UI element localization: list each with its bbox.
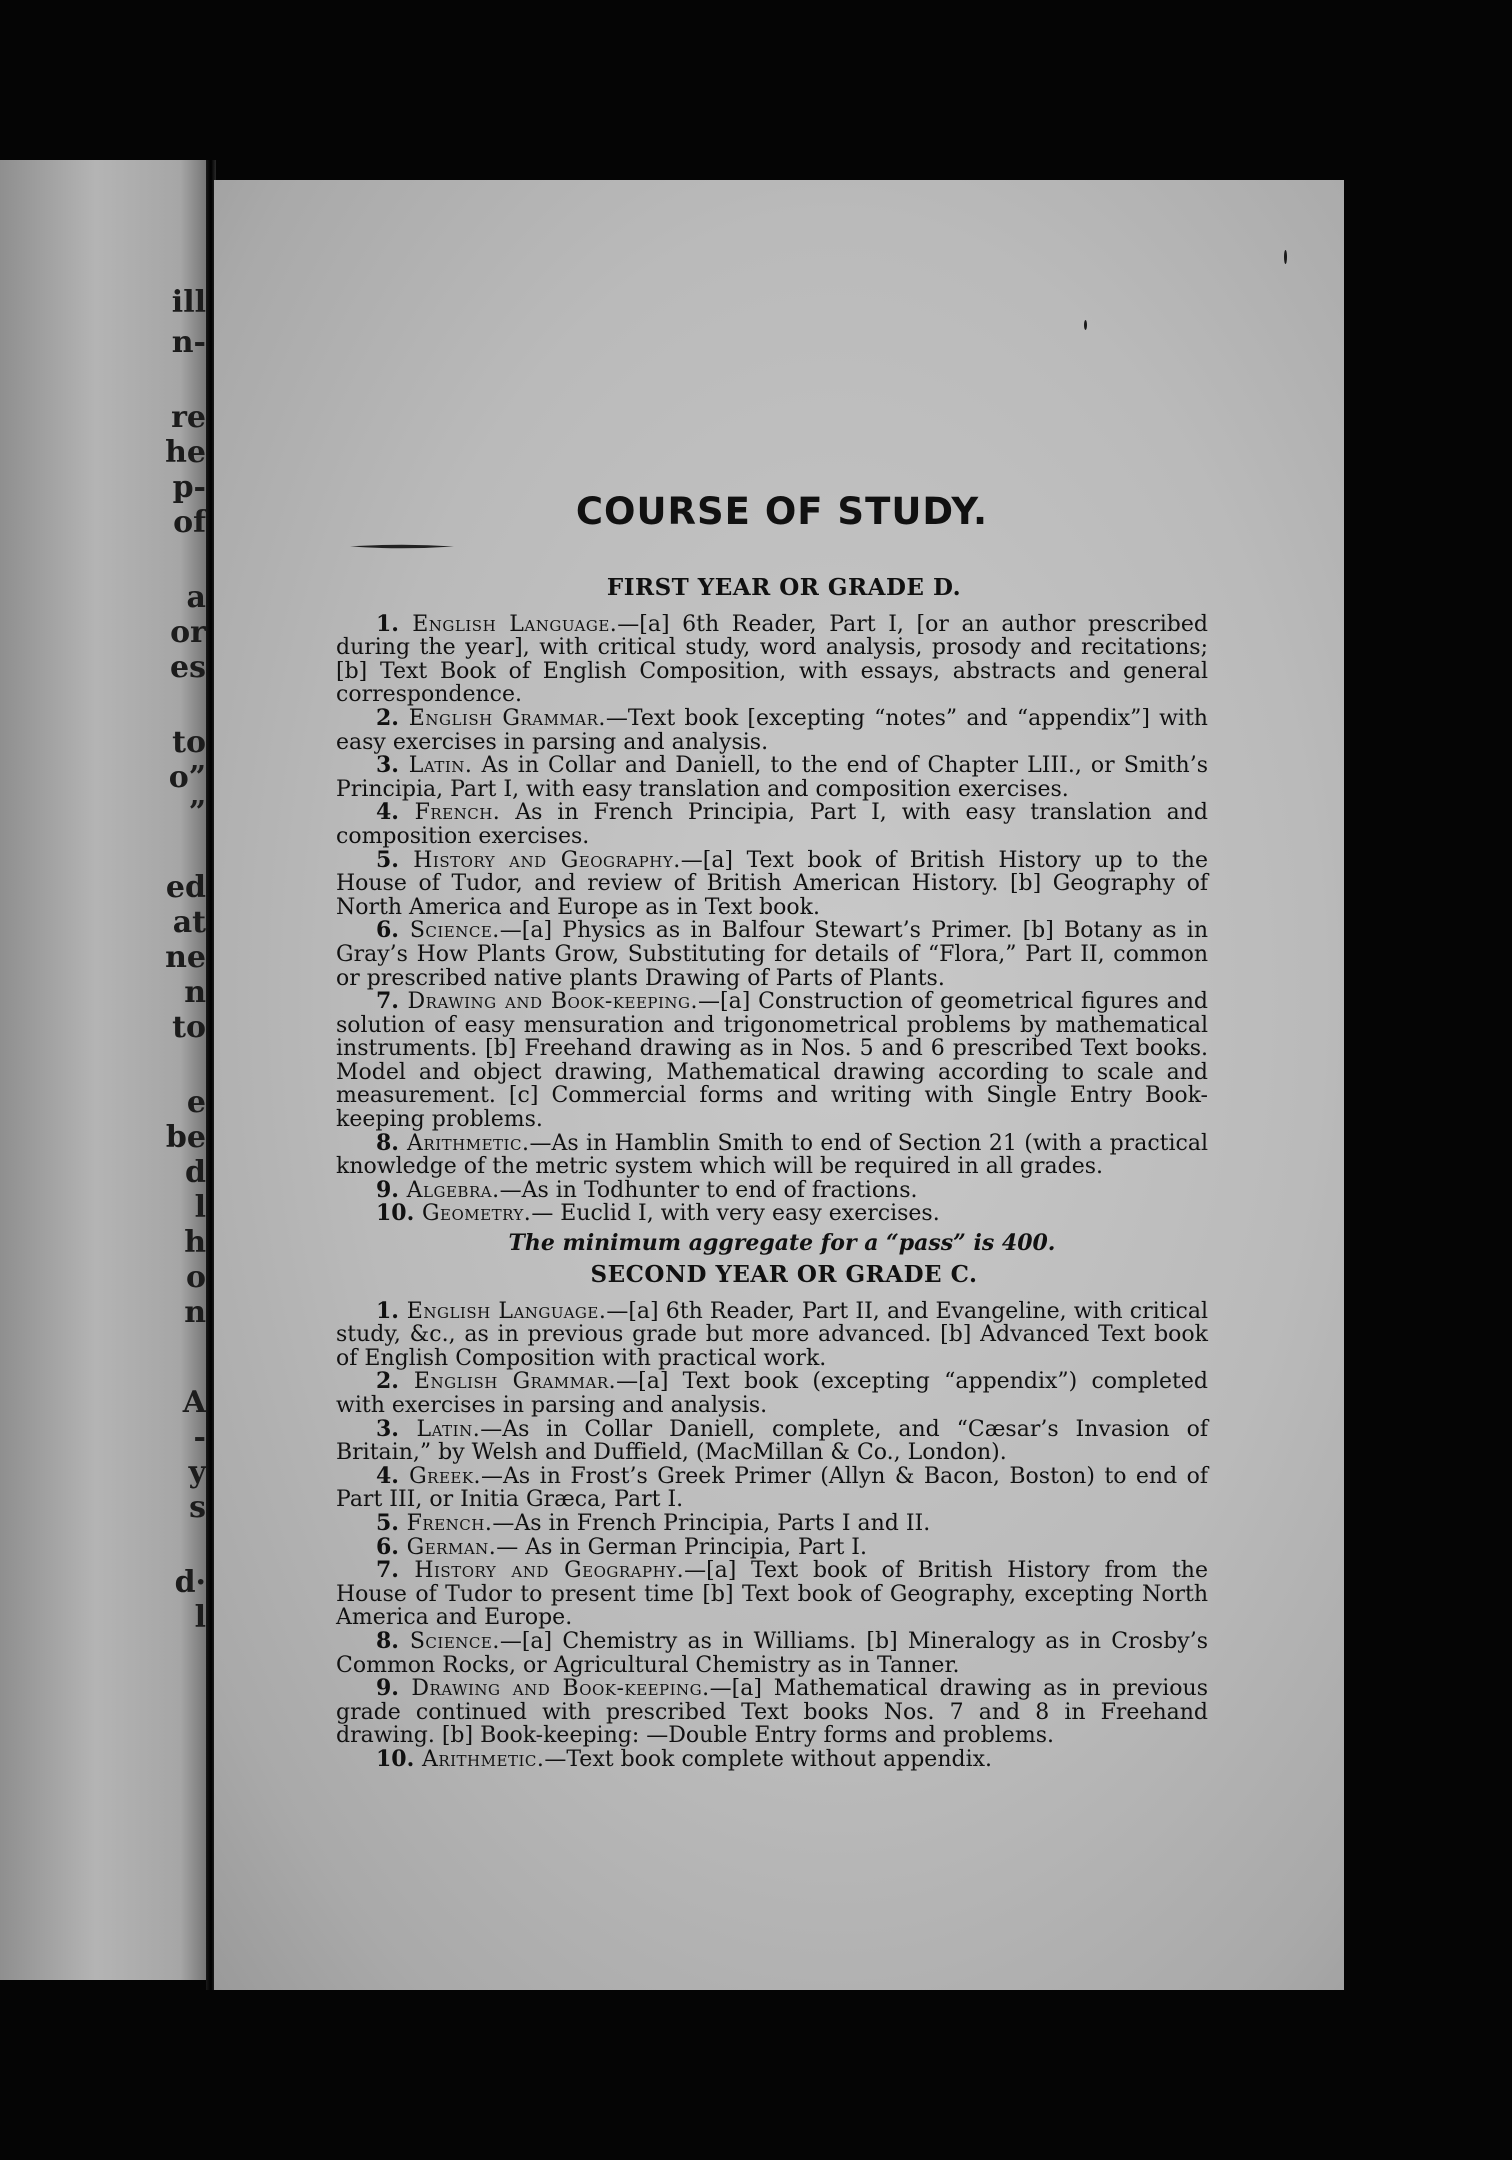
- course-item: [336, 1462, 1208, 1513]
- item-description: —[a] Physics as in Balfour Stewart’s Primer. [b] Botany as in Gray’s How Plants Grow, Substituting for details of “Flora,” Part II, common or prescribed native plants Drawing of Parts of Plants.: [336, 918, 1208, 991]
- facing-page-fragment: re: [171, 400, 206, 435]
- facing-page-fragment: to: [172, 725, 206, 760]
- course-item: [336, 704, 1208, 755]
- item-subject: French.: [406, 1510, 493, 1536]
- facing-page-fragment: or: [170, 615, 206, 650]
- facing-page-fragment: to: [172, 1010, 206, 1045]
- course-item: [336, 1509, 1208, 1536]
- facing-page-fragment: ed: [165, 870, 206, 905]
- item-description: —[a] Text book (excepting “appendix”) completed with exercises in parsing and analysis.: [336, 1369, 1208, 1418]
- item-subject: German.: [406, 1534, 497, 1560]
- facing-page-fragment: d: [185, 1155, 206, 1190]
- grade-d-heading: FIRST YEAR OR GRADE D.: [606, 573, 962, 601]
- item-number: 7.: [376, 1557, 415, 1584]
- item-number: 3.: [376, 752, 409, 779]
- facing-page-fragment: n-: [171, 325, 206, 360]
- item-number: 2.: [376, 704, 409, 731]
- item-subject: English Language.: [412, 611, 618, 637]
- item-subject: History and Geography.: [413, 847, 681, 873]
- item-number: 10.: [376, 1200, 422, 1227]
- grade-c-section: [336, 1262, 1208, 1772]
- item-subject: English Language.: [406, 1298, 607, 1324]
- item-number: 9.: [376, 1176, 407, 1203]
- item-number: 5.: [376, 1509, 407, 1536]
- item-number: 8.: [376, 1627, 410, 1654]
- course-item: [336, 610, 1208, 708]
- facing-page-fragment: A: [182, 1385, 206, 1420]
- course-item: [336, 1677, 1208, 1748]
- item-number: 8.: [376, 1129, 408, 1156]
- course-item: [336, 1129, 1208, 1180]
- page-title: COURSE OF STUDY.: [575, 490, 989, 533]
- facing-page-fragment: e: [186, 1085, 206, 1120]
- facing-page-fragment: of: [173, 505, 206, 540]
- item-number: 1.: [376, 1297, 407, 1324]
- facing-page-fragment: o”: [168, 760, 206, 795]
- course-item: [336, 1297, 1208, 1371]
- item-subject: Greek.: [409, 1463, 482, 1489]
- item-description: —[a] 6th Reader, Part II, and Evangeline, with critical study, &c., as in previous grade but more advanced. [b] Advanced Text book of English Composition with practical work.: [336, 1298, 1208, 1371]
- item-description: —Text book complete without appendix.: [544, 1746, 993, 1772]
- page-speck: [1084, 320, 1087, 330]
- course-item: [336, 1176, 1208, 1203]
- item-description: —[a] Mathematical drawing as in previous grade continued with prescribed Text books Nos. 7 and 8 in Freehand drawing. [b] Book-keeping: —Double Entry forms and problems.: [336, 1676, 1208, 1749]
- facing-page-fragment: o: [185, 1260, 206, 1295]
- item-subject: Latin.: [408, 753, 473, 779]
- facing-page-fragment: s: [189, 1490, 206, 1525]
- facing-page-fragment: ”: [188, 795, 206, 830]
- page-speck: [1284, 250, 1287, 264]
- item-subject: English Grammar.: [413, 1369, 617, 1395]
- grade-c-items: [336, 1297, 1208, 1772]
- facing-page-fragment: l: [194, 1600, 206, 1635]
- item-subject: Drawing and Book-keeping.: [407, 989, 699, 1015]
- item-number: 5.: [376, 846, 414, 873]
- item-subject: Geometry.: [421, 1201, 532, 1227]
- course-item: [336, 1559, 1208, 1630]
- item-description: —[a] Text book of British History from the House of Tudor to present time [b] Text book of Geography, excepting North America and Europe.: [336, 1558, 1208, 1631]
- course-item: [336, 919, 1208, 990]
- item-description: —Text book [excepting “notes” and “appendix”] with easy exercises in parsing and analysis.: [336, 705, 1208, 755]
- item-number: 6.: [376, 1533, 407, 1560]
- item-subject: Science.: [409, 1628, 500, 1654]
- course-item: [336, 1533, 1208, 1560]
- facing-page-edge: [0, 160, 212, 1980]
- facing-page-fragment: at: [172, 905, 206, 940]
- item-description: — As in German Principia, Part I.: [496, 1534, 867, 1560]
- course-item: [336, 1745, 1208, 1772]
- facing-page-fragment: be: [165, 1120, 206, 1155]
- item-number: 4.: [376, 799, 415, 826]
- grade-c-heading: SECOND YEAR OR GRADE C.: [590, 1260, 978, 1288]
- facing-page-fragment: ne: [165, 940, 206, 975]
- facing-page-fragment: he: [165, 435, 206, 470]
- facing-page-fragment: es: [170, 650, 206, 685]
- course-item: [336, 1627, 1208, 1678]
- facing-page-fragment: -: [193, 1420, 206, 1455]
- item-subject: History and Geography.: [414, 1558, 685, 1584]
- item-description: As in French Principia, Part I, with easy translation and composition exercises.: [336, 800, 1208, 849]
- item-number: 9.: [376, 1675, 412, 1702]
- facing-page-fragment: l: [194, 1190, 206, 1225]
- facing-page-fragment: n: [184, 1295, 206, 1330]
- facing-page-fragment: y: [188, 1455, 206, 1490]
- course-item: [336, 754, 1208, 801]
- minimum-aggregate-note: The minimum aggregate for a “pass” is 400.: [508, 1230, 1056, 1257]
- facing-page-fragment: h: [184, 1225, 206, 1260]
- item-subject: Algebra.: [406, 1177, 500, 1203]
- grade-d-items: [336, 610, 1208, 1227]
- item-description: —As in Todhunter to end of fractions.: [499, 1177, 918, 1203]
- course-item: [336, 846, 1208, 920]
- item-subject: Latin.: [416, 1416, 481, 1442]
- course-item: [336, 1202, 1208, 1226]
- item-description: —[a] Chemistry as in Williams. [b] Mineralogy as in Crosby’s Common Rocks, or Agricultural Chemistry as in Tanner.: [336, 1628, 1208, 1678]
- facing-page-fragment: a: [186, 580, 206, 615]
- course-item: [336, 1415, 1208, 1466]
- item-description: —As in Hamblin Smith to end of Section 21 (with a practical knowledge of the metric system which will be required in all grades.: [336, 1130, 1208, 1180]
- facing-page-fragment: n: [184, 975, 206, 1010]
- item-description: —As in Frost’s Greek Primer (Allyn & Bacon, Boston) to end of Part III, or Initia Græca, Part I.: [336, 1463, 1208, 1513]
- item-subject: French.: [414, 800, 501, 826]
- title-ornament-rule: [350, 544, 454, 549]
- item-subject: Arithmetic.: [421, 1746, 545, 1772]
- facing-page-fragment: ill: [171, 285, 206, 320]
- course-item: [336, 990, 1208, 1132]
- item-subject: Drawing and Book-keeping.: [411, 1676, 710, 1702]
- item-subject: Arithmetic.: [407, 1130, 530, 1156]
- page-content: [336, 490, 1208, 1772]
- item-number: 7.: [376, 988, 408, 1015]
- item-number: 6.: [376, 917, 410, 944]
- item-description: —As in Collar Daniell, complete, and “Cæsar’s Invasion of Britain,” by Welsh and Duffield, (MacMillan & Co., London).: [336, 1416, 1208, 1466]
- item-number: 3.: [376, 1415, 417, 1442]
- item-subject: Science.: [409, 918, 500, 944]
- item-number: 1.: [376, 610, 413, 637]
- item-subject: English Grammar.: [408, 705, 606, 731]
- item-description: —[a] Construction of geometrical figures and solution of easy mensuration and trigonometrical problems by mathematical instruments. [b] Freehand drawing as in Nos. 5 and 6 prescribed Text books. Model and object drawing, Mathematical drawing according to scale and measurement. [c] Commercial forms and writing with Single Entry Book-keeping problems.: [336, 989, 1208, 1133]
- facing-page-fragment: d·: [174, 1565, 206, 1600]
- item-number: 4.: [376, 1462, 410, 1489]
- facing-page-fragment: p-: [172, 470, 206, 505]
- item-description: As in Collar and Daniell, to the end of Chapter LIII., or Smith’s Principia, Part I, with easy translation and composition exercises.: [336, 753, 1208, 802]
- course-item: [336, 801, 1208, 848]
- grade-d-section: [336, 575, 1208, 1256]
- item-description: — Euclid I, with very easy exercises.: [531, 1201, 940, 1227]
- book-page: [214, 180, 1344, 1990]
- item-number: 10.: [376, 1745, 422, 1772]
- item-description: —[a] 6th Reader, Part I, [or an author prescribed during the year], with critical study, word analysis, prosody and recitations; [b] Text Book of English Composition, with essays, abstracts and general correspondence.: [336, 611, 1208, 708]
- item-number: 2.: [376, 1368, 414, 1395]
- item-description: —[a] Text book of British History up to the House of Tudor, and review of British American History. [b] Geography of North America and Europe as in Text book.: [336, 847, 1208, 920]
- course-item: [336, 1370, 1208, 1417]
- item-description: —As in French Principia, Parts I and II.: [492, 1510, 931, 1536]
